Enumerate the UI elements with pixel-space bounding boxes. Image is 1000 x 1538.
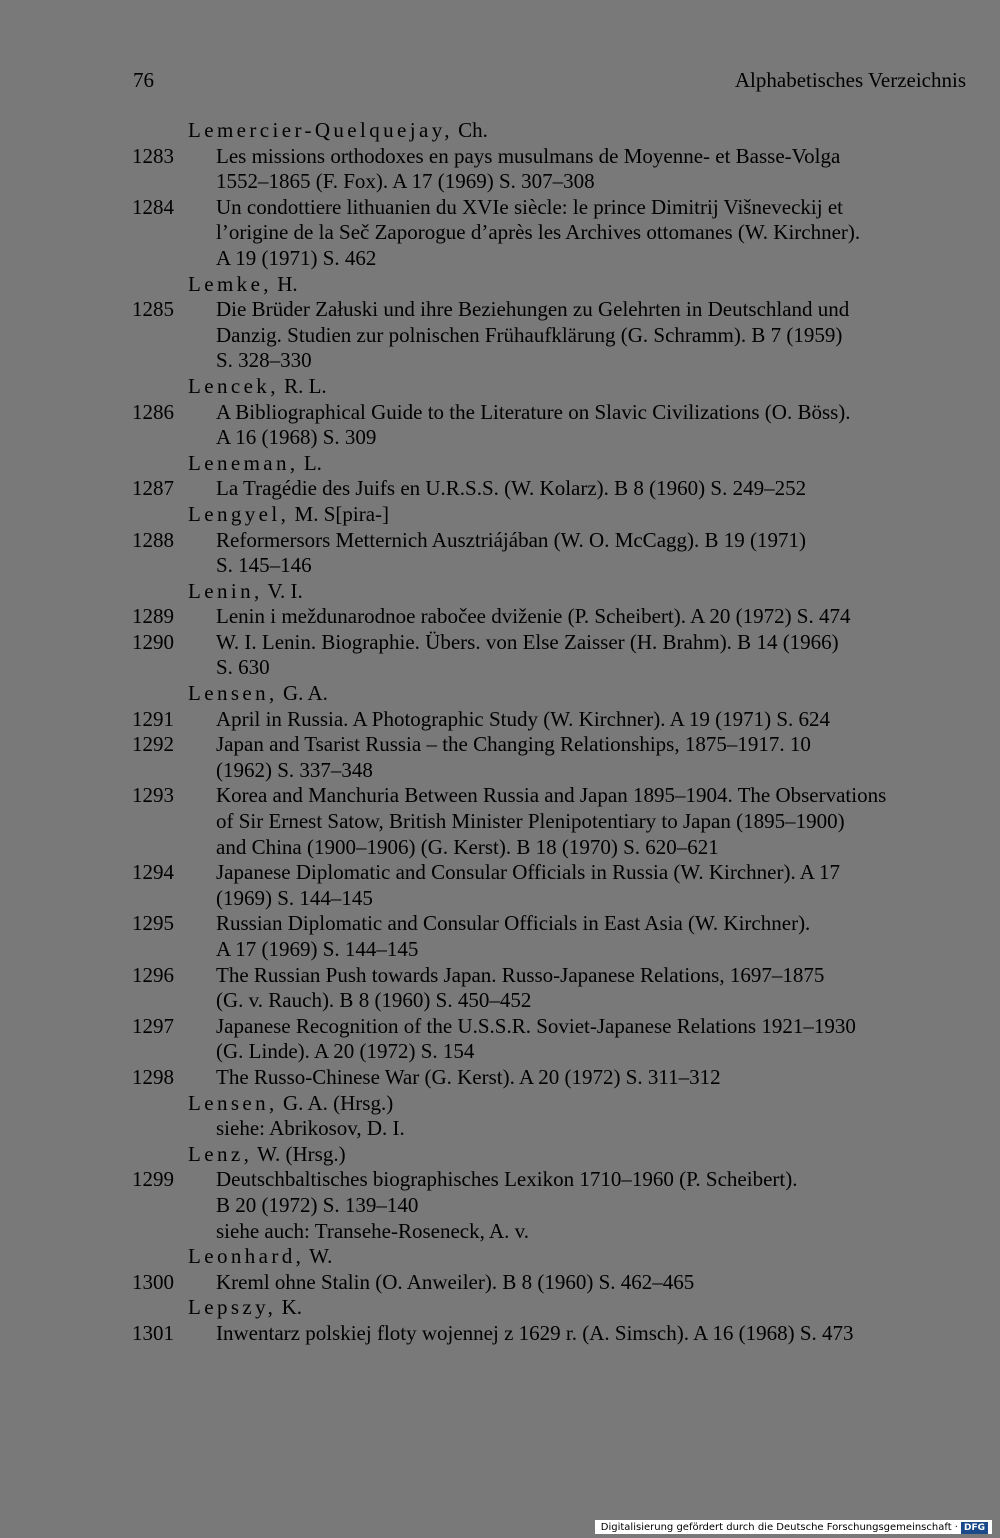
digitization-footer: [595, 1520, 992, 1534]
author-heading: [0, 1142, 1000, 1168]
entry-text: S. 145–146: [216, 553, 312, 578]
entry-text: Japanese Diplomatic and Consular Officials in Russia (W. Kirchner). A 17: [216, 860, 841, 885]
dfg-logo: DFG: [961, 1522, 988, 1534]
author-name: Lengyel,: [188, 501, 290, 526]
entry-text: Kreml ohne Stalin (O. Anweiler). B 8 (1960) S. 462–465: [216, 1269, 695, 1294]
entry-line: [0, 604, 1000, 630]
entry-continuation-line: [0, 323, 1000, 349]
entry-number: 1283: [132, 143, 174, 168]
author-initials: Ch.: [452, 118, 488, 142]
author-heading-text: [188, 1295, 302, 1321]
entry-text: Danzig. Studien zur polnischen Frühaufklärung (G. Schramm). B 7 (1959): [216, 322, 843, 347]
author-heading-text: [188, 1091, 393, 1117]
entry-text: (G. v. Rauch). B 8 (1960) S. 450–452: [216, 988, 532, 1013]
entry-text: La Tragédie des Juifs en U.R.S.S. (W. Kolarz). B 8 (1960) S. 249–252: [216, 476, 807, 501]
entry-line: [0, 630, 1000, 656]
entry-text: April in Russia. A Photographic Study (W. Kirchner). A 19 (1971) S. 624: [216, 706, 831, 731]
author-initials: H.: [271, 271, 298, 296]
author-initials: K.: [276, 1295, 302, 1320]
entry-text: W. I. Lenin. Biographie. Übers. von Else Zaisser (H. Brahm). B 14 (1966): [216, 629, 839, 654]
entry-number: 1285: [132, 297, 174, 322]
entry-line: [0, 195, 1000, 221]
entry-line: [0, 1014, 1000, 1040]
entry-continuation-line: [0, 809, 1000, 835]
author-heading-text: [188, 579, 303, 605]
entry-text: siehe auch: Transehe-Roseneck, A. v.: [216, 1218, 529, 1243]
author-heading-text: [188, 502, 389, 528]
entry-text: Russian Diplomatic and Consular Officials in East Asia (W. Kirchner).: [216, 911, 811, 936]
entry-number: 1288: [132, 527, 174, 552]
entry-line: [0, 860, 1000, 886]
entry-text: Reformersors Metternich Ausztriájában (W. O. McCagg). B 19 (1971): [216, 527, 806, 552]
entry-continuation-line: [0, 1219, 1000, 1245]
author-heading-text: [188, 118, 488, 144]
entry-number: 1298: [132, 1064, 174, 1089]
entry-text: B 20 (1972) S. 139–140: [216, 1192, 419, 1217]
entry-continuation-line: [0, 220, 1000, 246]
entry-text: of Sir Ernest Satow, British Minister Plenipotentiary to Japan (1895–1900): [216, 809, 845, 834]
author-name: Lensen,: [188, 1090, 278, 1115]
page-number: 76: [133, 68, 154, 92]
bibliography-list: [0, 118, 1000, 1347]
entry-number: 1291: [132, 706, 174, 731]
author-initials: L.: [298, 450, 322, 475]
author-initials: V. I.: [262, 578, 303, 603]
entry-text: Un condottiere lithuanien du XVIe siècle: le prince Dimitrij Višneveckij et: [216, 194, 843, 219]
entry-text: Die Brüder Załuski und ihre Beziehungen zu Gelehrten in Deutschland und: [216, 297, 850, 322]
entry-continuation-line: [0, 1039, 1000, 1065]
author-initials: G. A. (Hrsg.): [277, 1090, 394, 1115]
entry-line: [0, 1167, 1000, 1193]
entry-line: [0, 783, 1000, 809]
author-heading-text: [188, 272, 298, 298]
entry-text: Japanese Recognition of the U.S.S.R. Soviet-Japanese Relations 1921–1930: [216, 1013, 856, 1038]
author-heading: [0, 272, 1000, 298]
entry-text: A 16 (1968) S. 309: [216, 425, 377, 450]
entry-text: Japan and Tsarist Russia – the Changing Relationships, 1875–1917. 10: [216, 732, 811, 757]
author-heading-text: [188, 681, 328, 707]
author-heading: [0, 502, 1000, 528]
entry-continuation-line: [0, 425, 1000, 451]
author-heading-text: [188, 374, 327, 400]
author-heading: [0, 451, 1000, 477]
entry-number: 1297: [132, 1013, 174, 1038]
author-initials: M. S[pira-]: [289, 501, 389, 526]
entry-text: and China (1900–1906) (G. Kerst). B 18 (1970) S. 620–621: [216, 834, 719, 859]
entry-text: Deutschbaltisches biographisches Lexikon 1710–1960 (P. Scheibert).: [216, 1167, 798, 1192]
author-name: Leonhard,: [188, 1244, 305, 1269]
entry-text: 1552–1865 (F. Fox). A 17 (1969) S. 307–308: [216, 169, 595, 194]
entry-continuation-line: [0, 886, 1000, 912]
author-name: Lenz,: [188, 1141, 253, 1166]
author-name: Lepszy,: [188, 1295, 277, 1320]
entry-text: Korea and Manchuria Between Russia and Japan 1895–1904. The Observations: [216, 783, 887, 808]
author-name: Leneman,: [188, 450, 299, 475]
author-heading-text: [188, 451, 322, 477]
entry-text: Inwentarz polskiej floty wojennej z 1629 r. (A. Simsch). A 16 (1968) S. 473: [216, 1320, 854, 1345]
entry-continuation-line: [0, 835, 1000, 861]
author-heading: [0, 1091, 1000, 1117]
entry-text: The Russian Push towards Japan. Russo-Japanese Relations, 1697–1875: [216, 962, 825, 987]
author-name: Lencek,: [188, 373, 279, 398]
entry-text: l’origine de la Seč Zaporogue d’après les Archives ottomanes (W. Kirchner).: [216, 220, 861, 245]
entry-text: Lenin i meždunarodnoe rabočee dviženie (P. Scheibert). A 20 (1972) S. 474: [216, 604, 851, 629]
entry-text: (1962) S. 337–348: [216, 757, 373, 782]
author-heading: [0, 118, 1000, 144]
entry-number: 1289: [132, 604, 174, 629]
footer-text: Digitalisierung gefördert durch die Deutsche Forschungsgemeinschaft ·: [600, 1522, 958, 1533]
author-initials: G. A.: [277, 681, 328, 706]
entry-text: A Bibliographical Guide to the Literature on Slavic Civilizations (O. Böss).: [216, 399, 851, 424]
entry-continuation-line: [0, 553, 1000, 579]
entry-continuation-line: [0, 937, 1000, 963]
entry-number: 1294: [132, 860, 174, 885]
entry-number: 1295: [132, 911, 174, 936]
entry-continuation-line: [0, 1116, 1000, 1142]
entry-text: (G. Linde). A 20 (1972) S. 154: [216, 1039, 475, 1064]
entry-number: 1287: [132, 476, 174, 501]
author-name: Lemercier-Quelquejay,: [188, 118, 453, 142]
entry-text: siehe: Abrikosov, D. I.: [216, 1116, 405, 1141]
author-heading: [0, 374, 1000, 400]
author-heading: [0, 579, 1000, 605]
author-name: Lemke,: [188, 271, 272, 296]
entry-number: 1286: [132, 399, 174, 424]
entry-number: 1292: [132, 732, 174, 757]
running-head: Alphabetisches Verzeichnis: [734, 68, 966, 92]
author-heading: [0, 1244, 1000, 1270]
author-initials: W. (Hrsg.): [252, 1141, 346, 1166]
entry-line: [0, 297, 1000, 323]
entry-number: 1296: [132, 962, 174, 987]
entry-line: [0, 144, 1000, 170]
entry-line: [0, 707, 1000, 733]
entry-line: [0, 911, 1000, 937]
entry-line: [0, 1321, 1000, 1347]
entry-number: 1293: [132, 783, 174, 808]
entry-number: 1300: [132, 1269, 174, 1294]
author-heading: [0, 681, 1000, 707]
entry-text: A 17 (1969) S. 144–145: [216, 937, 419, 961]
author-name: Lenin,: [188, 578, 263, 603]
entry-text: (1969) S. 144–145: [216, 885, 373, 910]
entry-line: [0, 1270, 1000, 1296]
entry-line: [0, 400, 1000, 426]
author-initials: W.: [304, 1244, 333, 1269]
entry-continuation-line: [0, 169, 1000, 195]
author-heading: [0, 1295, 1000, 1321]
author-heading-text: [188, 1142, 346, 1168]
entry-line: [0, 1065, 1000, 1091]
entry-text: A 19 (1971) S. 462: [216, 245, 377, 270]
entry-continuation-line: [0, 1193, 1000, 1219]
entry-text: Les missions orthodoxes en pays musulmans de Moyenne- et Basse-Volga: [216, 143, 841, 168]
author-name: Lensen,: [188, 681, 278, 706]
entry-continuation-line: [0, 246, 1000, 272]
entry-continuation-line: [0, 988, 1000, 1014]
entry-line: [0, 476, 1000, 502]
entry-number: 1299: [132, 1167, 174, 1192]
entry-continuation-line: [0, 655, 1000, 681]
author-heading-text: [188, 1244, 332, 1270]
entry-line: [0, 963, 1000, 989]
entry-text: S. 630: [216, 655, 270, 680]
entry-number: 1284: [132, 194, 174, 219]
entry-text: The Russo-Chinese War (G. Kerst). A 20 (1972) S. 311–312: [216, 1064, 721, 1089]
entry-line: [0, 732, 1000, 758]
entry-continuation-line: [0, 758, 1000, 784]
entry-number: 1301: [132, 1320, 174, 1345]
entry-line: [0, 528, 1000, 554]
entry-continuation-line: [0, 348, 1000, 374]
entry-text: S. 328–330: [216, 348, 312, 373]
entry-number: 1290: [132, 629, 174, 654]
author-initials: R. L.: [278, 373, 327, 398]
